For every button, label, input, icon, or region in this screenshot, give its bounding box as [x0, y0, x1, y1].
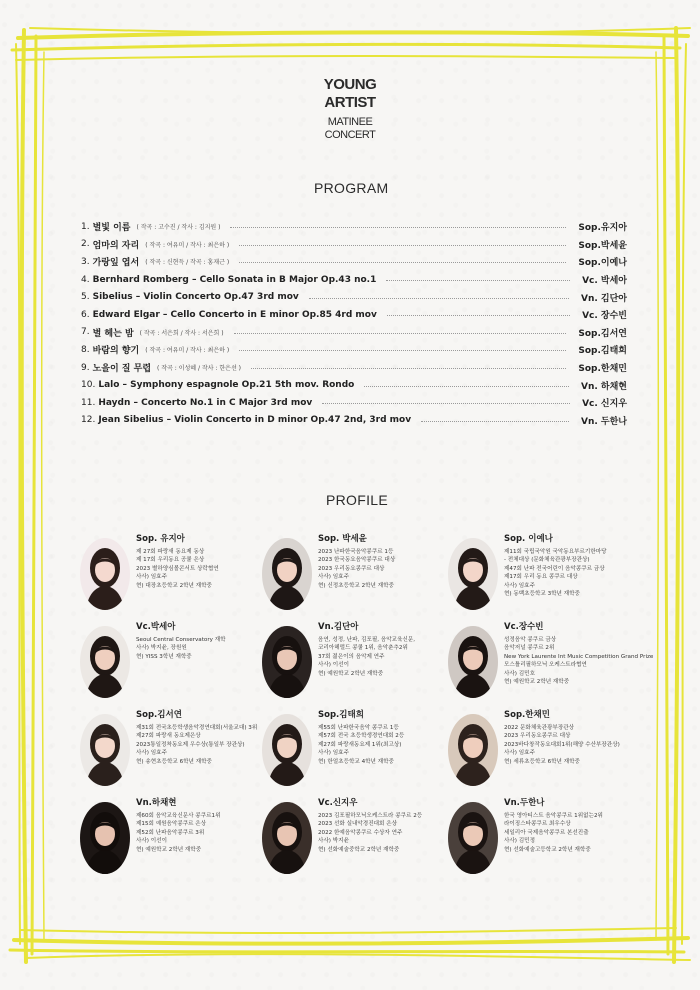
profile-detail-line: 사사) 임효주: [504, 582, 535, 589]
program-item-number: 4.: [81, 274, 90, 285]
logo-line-artist: ARTIST: [324, 95, 375, 110]
program-item-number: 7.: [81, 327, 90, 338]
performer-photo: [448, 714, 498, 786]
program-item-performer: Sop.박세윤: [578, 240, 627, 251]
performer-name: Vc.박세아: [136, 622, 176, 632]
leader-dots: [230, 227, 566, 228]
performer-bio: [504, 812, 603, 854]
profile-card: [262, 796, 457, 876]
program-item-performer: Vn. 하채현: [580, 381, 627, 392]
profile-detail-line: 현) YISS 3학년 재학중: [136, 653, 192, 660]
logo-line-young: YOUNG: [324, 78, 377, 92]
profile-detail-line: 2023 우리동요콩쿠르 대상: [504, 733, 571, 740]
program-item-number: 3.: [81, 256, 90, 267]
program-item-number: 10.: [81, 380, 96, 391]
program-item-performer: Sop.유지아: [578, 223, 627, 234]
performer-photo: [80, 626, 130, 698]
program-item-performer: Vn. 두한나: [580, 416, 627, 427]
profile-detail-line: 사사) 임효주: [318, 750, 349, 757]
profile-detail-line: 제27회 파랑새동요제 1위(최고상): [318, 741, 402, 748]
leader-dots: [386, 280, 570, 281]
profile-detail-line: Seoul Central Conservatory 재학: [136, 637, 226, 643]
profile-detail-line: 2023통일정착동요제 우수상(통일부 장관상): [136, 741, 245, 748]
profile-detail-line: New York Laurente Int Music Competition Grand Prize: [504, 653, 654, 660]
program-item-number: 9.: [81, 362, 90, 373]
profile-detail-line: 제 27회 파랑새 동요제 동상: [136, 549, 205, 555]
profile-card: [80, 796, 275, 876]
performer-name: Vn.하채현: [136, 798, 177, 808]
profile-card: [448, 620, 654, 700]
profile-detail-line: 음연, 성정, 난파, 김포필, 음악교육신문,: [318, 637, 416, 643]
leader-dots: [421, 421, 569, 422]
performer-bio: [504, 548, 607, 598]
performer-name: Vn.김단아: [318, 622, 359, 632]
profile-detail-line: 37회 젊은이의 음악제 연주: [318, 653, 385, 660]
profile-detail-line: 제52회 난파음악콩쿠르 3위: [136, 829, 205, 836]
program-item-title: Bernhard Romberg – Cello Sonata in B Major Op.43 no.1: [92, 274, 377, 285]
program-item-title: Sibelius – Violin Concerto Op.47 3rd mov: [92, 292, 299, 303]
profile-card: [262, 708, 457, 788]
profile-detail-line: 제47회 난파 전국어린이 음악콩쿠르 금상: [504, 565, 605, 572]
profile-detail-line: 한국 영아티스트 음악콩쿠르 1위없는2위: [504, 813, 603, 819]
profile-detail-line: 사사) 임효주: [318, 574, 349, 581]
program-item-performer: Vc. 신지우: [582, 399, 627, 410]
program-item-credit: ( 작곡 : 여유미 / 작사 : 최은하 ): [145, 241, 230, 249]
performer-name: Sop.김서연: [136, 710, 182, 720]
profile-detail-line: 사사) 박지윤: [318, 838, 349, 845]
performer-name: Sop.한채민: [504, 710, 550, 720]
profile-detail-line: 성정음악 콩쿠르 금상: [504, 637, 557, 643]
program-item-number: 12.: [81, 415, 96, 426]
program-item: [81, 306, 627, 324]
performer-photo: [448, 802, 498, 874]
profile-detail-line: 현) 선화예술고등학교 2학년 재학중: [504, 846, 591, 853]
performer-bio: [318, 636, 415, 678]
program-item-performer: Vc. 박세아: [582, 276, 627, 287]
program-item-performer: Vc. 장수빈: [582, 311, 627, 322]
performer-photo: [262, 802, 312, 874]
program-item-number: 5.: [81, 292, 90, 303]
profile-detail-line: 제11회 국립국악원 국악동요부르기한마당: [504, 549, 607, 555]
profile-detail-line: 사사) 박지윤, 장원원: [136, 645, 187, 652]
profile-detail-line: 제60회 음악교육신문사 콩쿠르1위: [136, 813, 221, 819]
profile-detail-line: 현) 세류초등학교 6학년 재학중: [504, 758, 580, 765]
profile-card: [80, 708, 275, 788]
logo-line-concert: CONCERT: [324, 129, 376, 141]
leader-dots: [322, 403, 570, 404]
performer-name: Vn.두한나: [504, 798, 545, 808]
program-item: [81, 394, 627, 412]
profile-detail-line: 현) 선화예술중학교 2학년 재학중: [318, 846, 400, 853]
program-item-credit: ( 작곡 : 고수진 / 작사 : 김지원 ): [136, 224, 221, 232]
performer-photo: [262, 714, 312, 786]
profile-detail-line: 사사) 이선이: [318, 662, 349, 669]
performer-photo: [262, 626, 312, 698]
leader-dots: [251, 368, 566, 369]
program-item-credit: ( 작곡 : 서은희 / 작사 : 서은희 ): [139, 329, 224, 337]
profile-detail-line: 사사) 김민정: [504, 838, 535, 845]
profile-detail-line: 현) 대장초등학교 2학년 재학중: [136, 582, 212, 589]
profile-detail-line: 현) 동백초등학교 3학년 재학중: [504, 591, 580, 598]
program-item: [81, 412, 627, 430]
performer-bio: [504, 724, 620, 766]
program-item: [81, 341, 627, 359]
profile-card: [80, 532, 275, 612]
program-item: [81, 288, 627, 306]
performer-bio: [136, 548, 219, 590]
program-item-performer: Sop.이예나: [578, 258, 627, 269]
program-item-number: 11.: [81, 397, 96, 408]
profile-detail-line: 제17회 우리 동요 콩쿠르 대상: [504, 574, 578, 581]
program-item-title: 노을이 질 무렵: [92, 364, 152, 375]
profile-detail-line: 2023 한국동요음악콩쿠르 대상: [318, 557, 396, 564]
program-item-title: 별 헤는 밤: [92, 328, 134, 339]
program-item-performer: Sop.김서연: [578, 328, 627, 339]
profile-detail-line: 현) 한얼초등학교 4학년 재학중: [318, 758, 394, 765]
profile-detail-line: 모스틀리필하모닉 오케스트라협연: [504, 662, 587, 669]
program-item-title: 엄마의 자리: [92, 240, 140, 251]
performer-bio: [136, 812, 220, 854]
profile-detail-line: 제55회 난파한국음악 콩쿠르 1등: [318, 725, 399, 731]
program-item-performer: Sop.한채민: [578, 364, 627, 375]
profile-detail-line: 제31회 전국초등학생음악경연대회(서울교대) 3위: [136, 725, 258, 731]
leader-dots: [239, 262, 566, 263]
profile-detail-line: 사사) 이선이: [136, 838, 167, 845]
performer-bio: [504, 636, 653, 686]
performer-bio: [318, 724, 404, 766]
profile-detail-line: 현) 신정초등학교 2학년 재학중: [318, 582, 394, 589]
program-item-number: 1.: [81, 221, 90, 232]
program-item-title: Jean Sibelius – Violin Concerto in D minor Op.47 2nd, 3rd mov: [98, 415, 412, 426]
performer-photo: [80, 802, 130, 874]
profile-detail-line: 세일리아 국제음악콩쿠르 본선진출: [504, 829, 589, 836]
profile-detail-line: 사사) 임효주: [136, 574, 167, 581]
performer-name: Sop.김태희: [318, 710, 364, 720]
performer-photo: [80, 714, 130, 786]
leader-dots: [239, 350, 566, 351]
profile-card: [80, 620, 275, 700]
profile-detail-line: 제 17회 우리동요 공쿨 은상: [136, 557, 205, 564]
leader-dots: [234, 333, 567, 334]
performer-name: Sop. 유지아: [136, 534, 185, 544]
concert-logo: [300, 76, 400, 141]
program-item: [81, 218, 627, 236]
performer-photo: [80, 538, 130, 610]
performer-bio: [318, 812, 422, 854]
profile-detail-line: 2022 한예음악콩쿠르 수상자 연주: [318, 829, 403, 836]
profile-detail-line: 현) 예원학교 2학년 재학중: [318, 670, 384, 677]
profile-detail-line: 제57회 전국 초등학생경연대회 2등: [318, 733, 405, 740]
profile-detail-line: 제15회 예원음악콩쿠르 은상: [136, 821, 207, 828]
profile-detail-line: 2022 문화체육관광부장관상: [504, 725, 575, 731]
program-item-performer: Sop.김태희: [578, 346, 627, 357]
program-item-title: Haydn – Concerto No.1 in C Major 3rd mov: [98, 397, 313, 408]
profile-detail-line: 2023 선화 실내악경진대회 은상: [318, 821, 398, 828]
program-item-number: 6.: [81, 309, 90, 320]
performer-photo: [448, 538, 498, 610]
profile-detail-line: 현) 송현초등학교 6학년 재학중: [136, 758, 212, 765]
profile-detail-line: 코리아헤럴드 콩쿨 1위, 음악춘추2위: [318, 645, 408, 652]
program-item: [81, 324, 627, 342]
profile-detail-line: 2023 김포필하모닉오케스트라 콩쿠르 2등: [318, 813, 423, 819]
leader-dots: [239, 245, 566, 246]
leader-dots: [387, 315, 570, 316]
profile-heading: PROFILE: [326, 492, 388, 508]
profile-detail-line: 라이징스타콩쿠르 최우수상: [504, 821, 571, 828]
profile-detail-line: 사사) 김민호: [504, 670, 535, 677]
profile-card: [262, 532, 457, 612]
program-item-title: Edward Elgar – Cello Concerto in E minor Op.85 4rd mov: [92, 309, 377, 320]
program-item-credit: ( 작곡 : 신현득 / 작곡 : 홍재근 ): [145, 259, 230, 267]
profile-detail-line: 2023바다창작동요대회1위(해양 수산부장관상): [504, 741, 620, 748]
profile-card: [262, 620, 457, 700]
profile-detail-line: 제27회 파랑새 동요제은상: [136, 733, 201, 740]
performer-photo: [262, 538, 312, 610]
logo-line-matinee: MATINEE: [328, 117, 373, 128]
profile-detail-line: 사사) 임효주: [136, 750, 167, 757]
profile-detail-line: 2023 우리동요콩쿠르 대상: [318, 565, 385, 572]
profile-detail-line: - 전체대상 (문화체육관광부장관상): [504, 557, 590, 564]
leader-dots: [364, 386, 569, 387]
program-item: [81, 236, 627, 254]
performer-bio: [136, 724, 257, 766]
program-item-title: 별빛 이름: [92, 223, 131, 234]
performer-name: Vc.장수빈: [504, 622, 544, 632]
program-list: [81, 218, 627, 429]
program-item-number: 8.: [81, 344, 90, 355]
program-item-number: 2.: [81, 239, 90, 250]
leader-dots: [309, 298, 569, 299]
profile-detail-line: 현) 예원학교 2학년 재학중: [504, 679, 570, 686]
program-item-title: 가랑잎 엽서: [92, 258, 140, 269]
program-item-credit: ( 작곡 : 여유미 / 작사 : 최은하 ): [145, 347, 230, 355]
program-item-title: Lalo – Symphony espagnole Op.21 5th mov. Rondo: [98, 380, 355, 391]
program-item: [81, 359, 627, 377]
profile-card: [448, 796, 643, 876]
performer-name: Sop. 이예나: [504, 534, 553, 544]
profile-detail-line: 2023 별하양심볼콘서트 상락협연: [136, 565, 219, 572]
program-heading: PROGRAM: [314, 180, 388, 196]
program-item: [81, 253, 627, 271]
program-item-title: 바람의 향기: [92, 346, 140, 357]
performer-bio: [136, 636, 226, 661]
profile-card: [448, 708, 643, 788]
performer-name: Vc.신지우: [318, 798, 358, 808]
profile-detail-line: 음악저널 콩쿠르 2위: [504, 645, 555, 652]
program-item-credit: ( 작곡 : 이성혜 / 작사 : 한은선 ): [157, 365, 241, 373]
profile-detail-line: 현) 예원학교 2학년 재학중: [136, 846, 202, 853]
profile-detail-line: 2023 난파한국음악콩쿠르 1등: [318, 549, 394, 555]
profile-detail-line: 사사) 임효주: [504, 750, 535, 757]
program-item: [81, 376, 627, 394]
performer-name: Sop. 박세윤: [318, 534, 367, 544]
performer-photo: [448, 626, 498, 698]
performer-bio: [318, 548, 395, 590]
program-item: [81, 271, 627, 289]
program-item-performer: Vn. 김단아: [580, 293, 627, 304]
profile-card: [448, 532, 643, 612]
